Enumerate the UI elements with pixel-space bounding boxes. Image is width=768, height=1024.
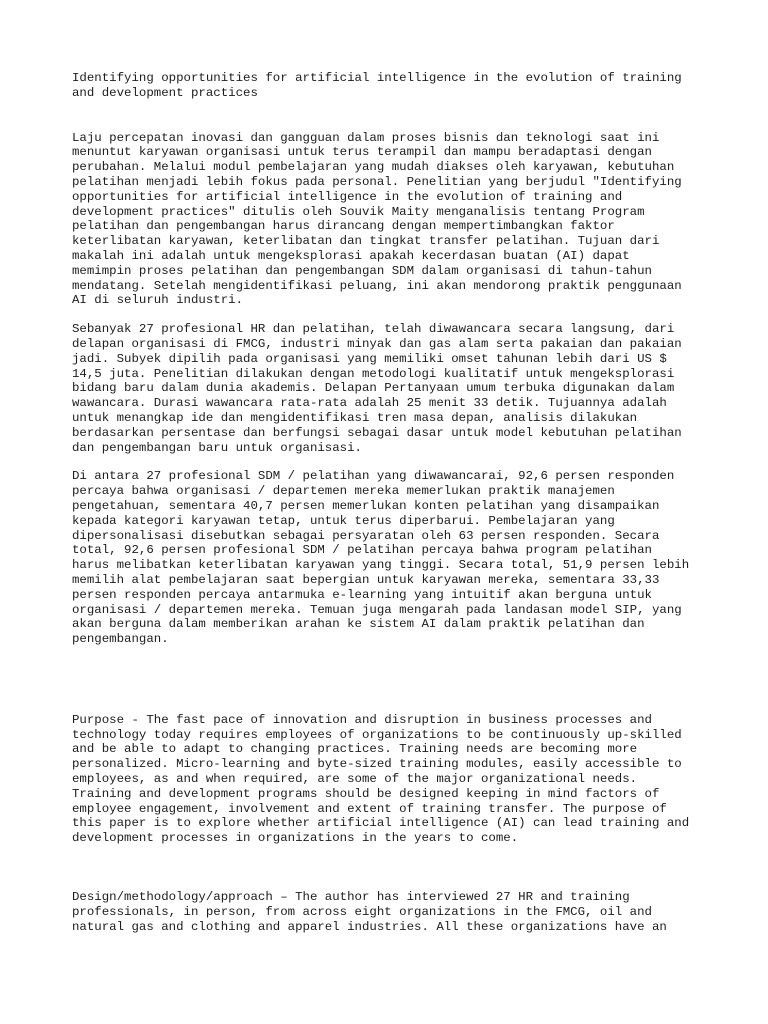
paragraph-purpose: Purpose - The fast pace of innovation and disruption in business processes and technology today requires employees of organizations to be continuously up-skilled and be able to adapt to changing practices. Training needs are becoming more personalized. Micro-learning and byte-sized training modules, easily accessible to employees, as and when required, are some of the major organizational needs. Training and development programs should be designed keeping in mind factors of employee engagement, involvement and extent of training transfer. The purpose of this paper is to explore whether artificial intelligence (AI) can lead training and development processes in organizations in the years to come.: [72, 712, 690, 846]
paragraph-id-2: Sebanyak 27 profesional HR dan pelatihan, telah diwawancara secara langsung, dari delapan organisasi di FMCG, industri minyak dan gas alam serta pakaian dan pakaian jadi. Subyek dipilih pada organisasi yang memiliki omset tahunan lebih dari US $ 14,5 juta. Penelitian dilakukan dengan metodologi kualitatif untuk mengeksplorasi bidang baru dalam dunia akademis. Delapan Pertanyaan umum terbuka digunakan dalam wawancara. Durasi wawancara rata-rata adalah 25 menit 33 detik. Tujuannya adalah untuk menangkap ide dan mengidentifikasi tren masa depan, analisis dilakukan berdasarkan persentase dan berfungsi sebagai dasar untuk model kebutuhan pelatihan dan pengembangan baru untuk organisasi.: [72, 322, 682, 455]
document-title: Identifying opportunities for artificial intelligence in the evolution of training and development practices: [72, 71, 682, 100]
paragraph-id-3: Di antara 27 profesional SDM / pelatihan yang diwawancarai, 92,6 persen responden percaya bahwa organisasi / departemen mereka memerlukan praktik manajemen pengetahuan, sementara 40,7 persen memerlukan konten pelatihan yang disampaikan kepada kategori karyawan tetap, untuk terus diperbarui. Pembelajaran yang dipersonalisasi disebutkan sebagai persyaratan oleh 63 persen responden. Secara total, 92,6 persen profesional SDM / pelatihan percaya bahwa program pelatihan harus melibatkan keterlibatan karyawan yang tinggi. Secara total, 51,9 persen lebih memilih alat pembelajaran saat bepergian untuk karyawan mereka, sementara 33,33 persen responden percaya antarmuka e-learning yang intuitif akan berguna untuk organisasi / departemen mereka. Temuan juga mengarah pada landasan model SIP, yang akan berguna dalam memberikan arahan ke sistem AI dalam praktik pelatihan dan pengembangan.: [72, 469, 690, 647]
paragraph-design-methodology: Design/methodology/approach – The author has interviewed 27 HR and training professionals, in person, from across eight organizations in the FMCG, oil and natural gas and clothing and apparel industries. All these organizations have an: [72, 890, 667, 934]
document-page: [72, 71, 712, 934]
paragraph-id-1: Laju percepatan inovasi dan gangguan dalam proses bisnis dan teknologi saat ini menuntut karyawan organisasi untuk terus terampil dan mampu beradaptasi dengan perubahan. Melalui modul pembelajaran yang mudah diakses oleh karyawan, kebutuhan pelatihan menjadi lebih fokus pada personal. Penelitian yang berjudul "Identifying opportunities for artificial intelligence in the evolution of training and development practices" ditulis oleh Souvik Maity menganalisis tentang Program pelatihan dan pengembangan harus dirancang dengan mempertimbangkan faktor keterlibatan karyawan, keterlibatan dan tingkat transfer pelatihan. Tujuan dari makalah ini adalah untuk mengeksplorasi apakah kecerdasan buatan (AI) dapat memimpin proses pelatihan dan pengembangan SDM dalam organisasi di tahun-tahun mendatang. Setelah mengidentifikasi peluang, ini akan mendorong praktik penggunaan AI di seluruh industri.: [72, 130, 682, 308]
